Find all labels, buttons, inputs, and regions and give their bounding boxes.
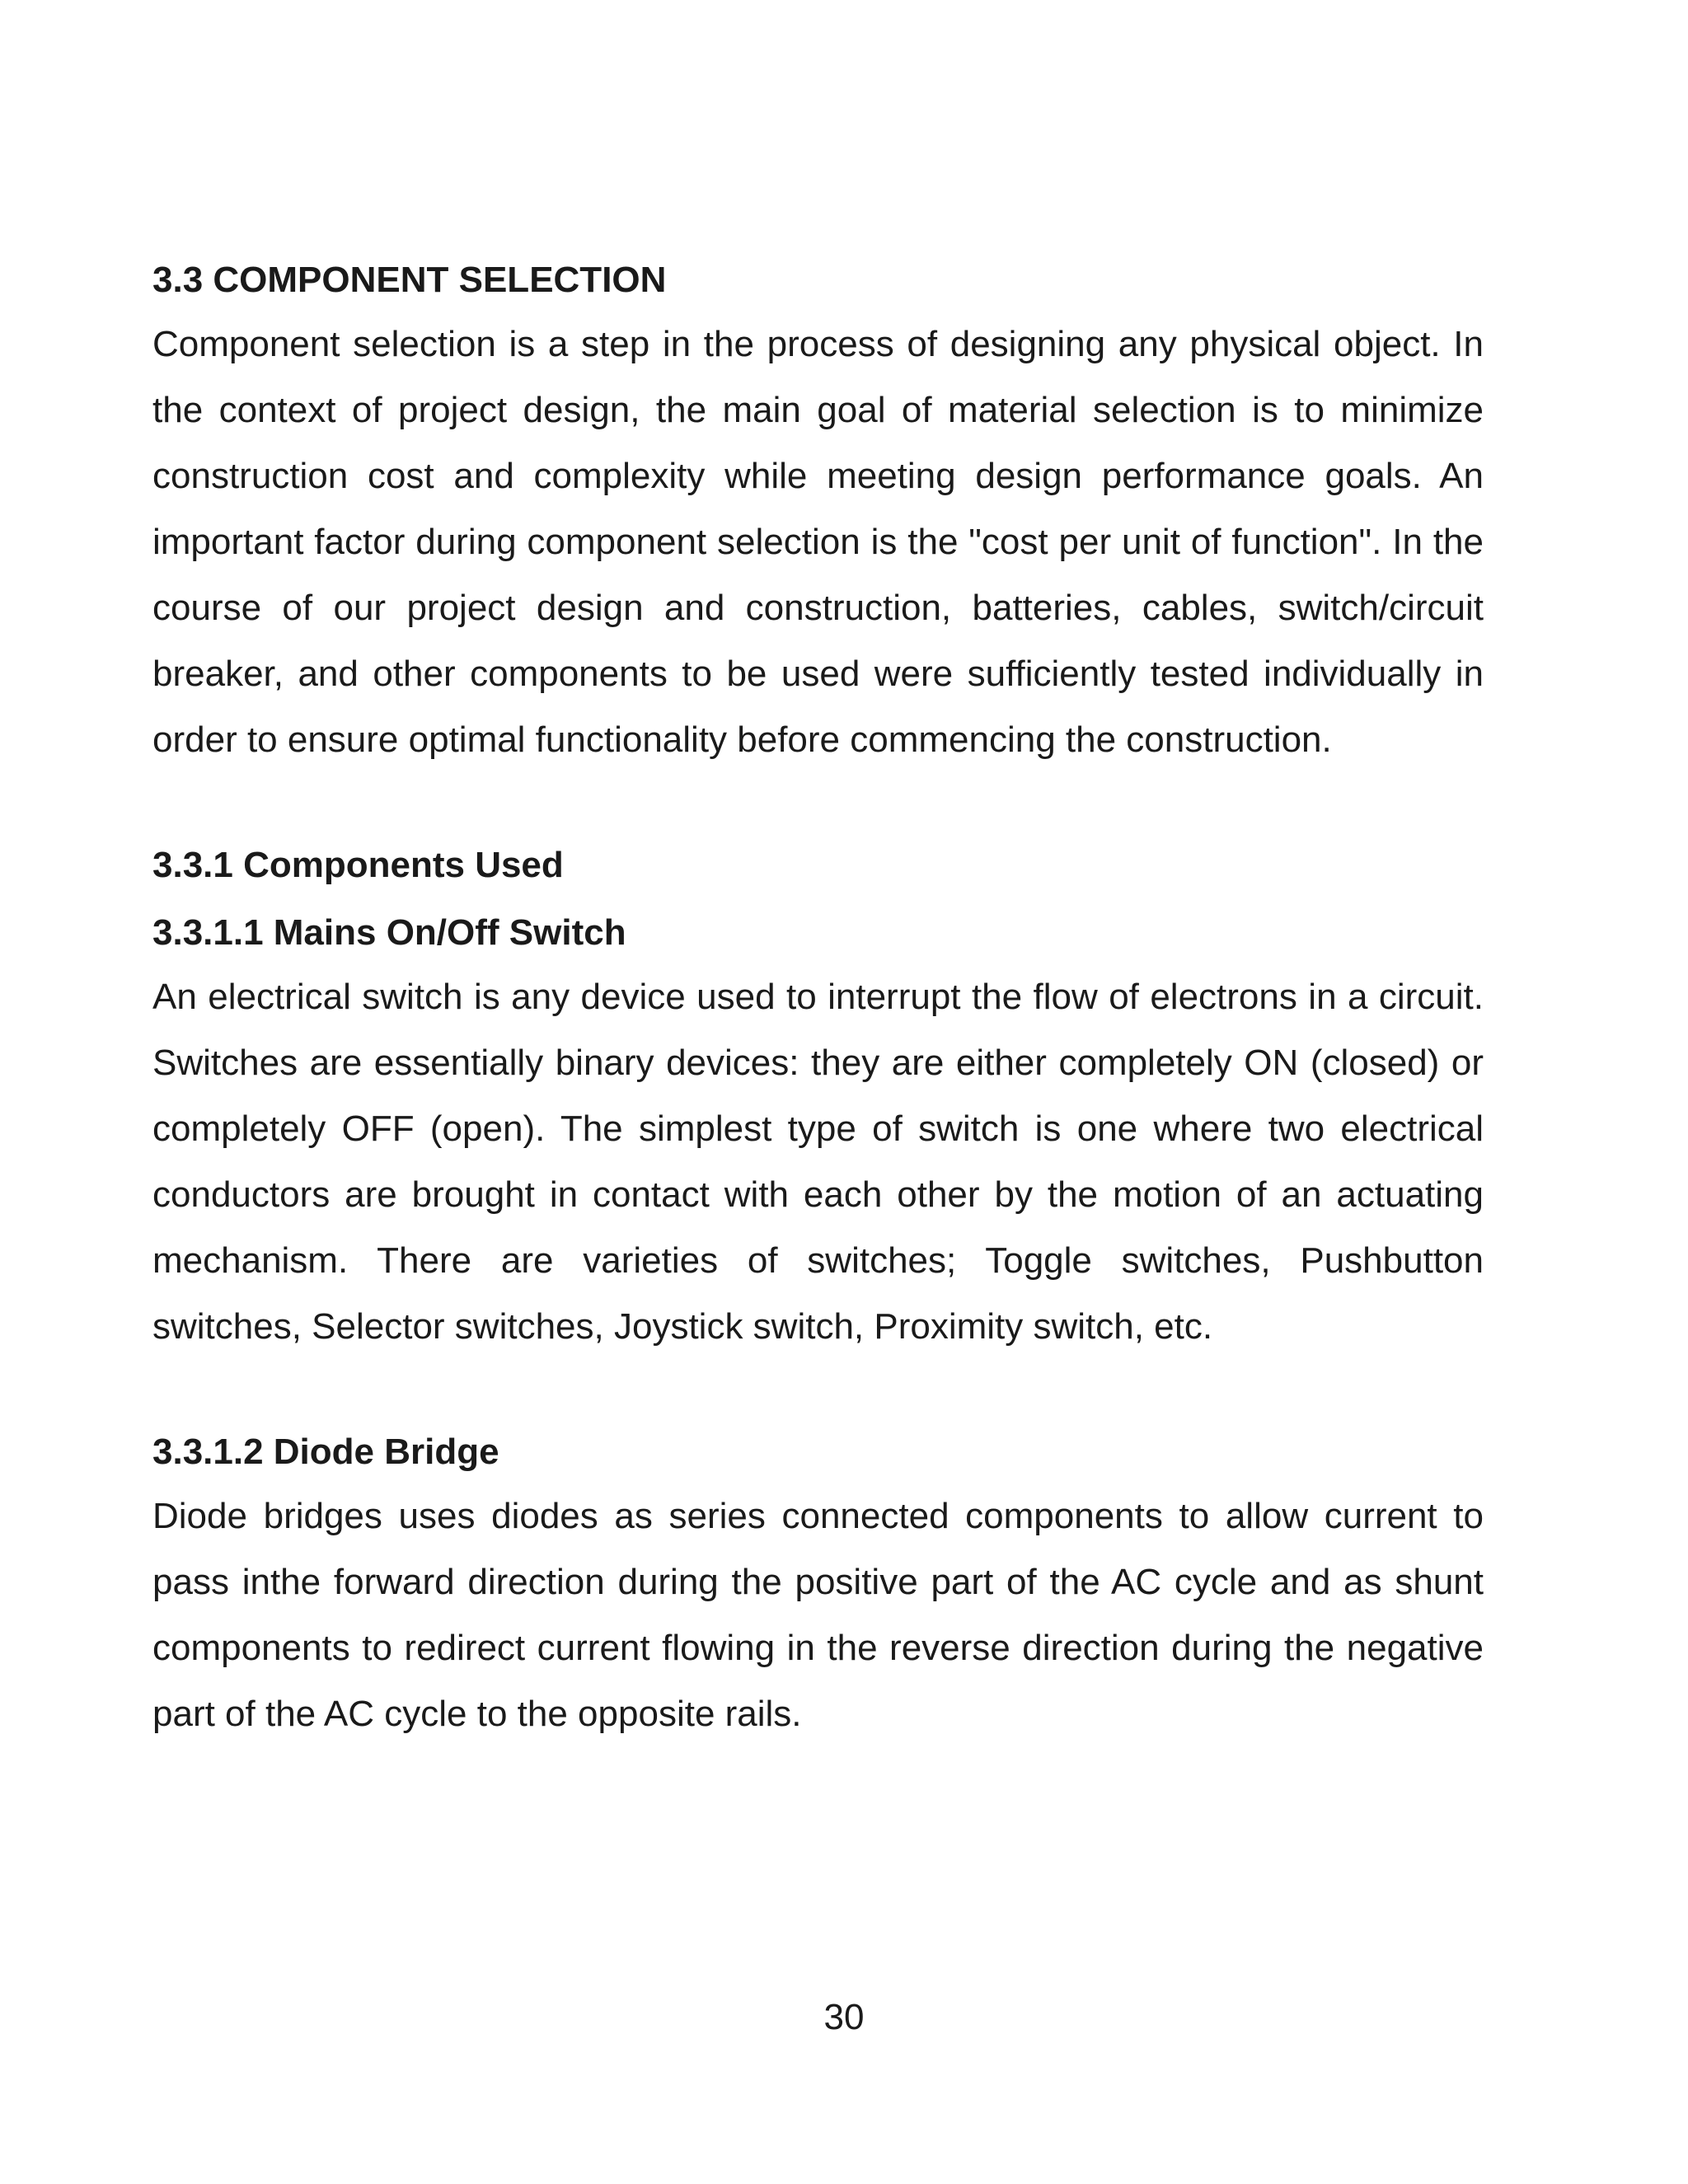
page-number: 30 [823,1997,865,2037]
diode-bridge-paragraph: Diode bridges uses diodes as series connected components to allow current to pass inthe forward direction during the positive part of the AC cycle and as shunt components to redirect current flowing in the reverse direction during the negative part of the AC cycle to the opposite rails. [152,1496,1484,1734]
switch-heading: 3.3.1.1 Mains On/Off Switch [152,912,626,953]
spacer [152,1360,1484,1427]
document-page [152,255,1484,1747]
switch-paragraph: An electrical switch is any device used to interrupt the flow of electrons in a circuit. Switches are essentially binary devices: they are either completely ON (closed) or completely OFF (open). The simplest type of switch is one where two electrical conductors are brought in contact with each other by the motion of an actuating mechanism. There are varieties of switches; Toggle switches, Pushbutton switches, Selector switches, Joystick switch, Proximity switch, etc. [152,977,1484,1347]
spacer [152,773,1484,841]
diode-bridge-heading: 3.3.1.2 Diode Bridge [152,1432,499,1472]
subsection-heading: 3.3.1 Components Used [152,845,564,885]
section-paragraph: Component selection is a step in the process of designing any physical object. In the context of project design, the main goal of material selection is to minimize construction cost and complexity while meeting design performance goals. An important factor during component selection is the "cost per unit of function". In the course of our project design and construction, batteries, cables, switch/circuit breaker, and other components to be used were sufficiently tested individually in order to ensure optimal functionality before commencing the construction. [152,324,1484,760]
spacer [152,897,1484,908]
section-heading: 3.3 COMPONENT SELECTION [152,260,667,300]
